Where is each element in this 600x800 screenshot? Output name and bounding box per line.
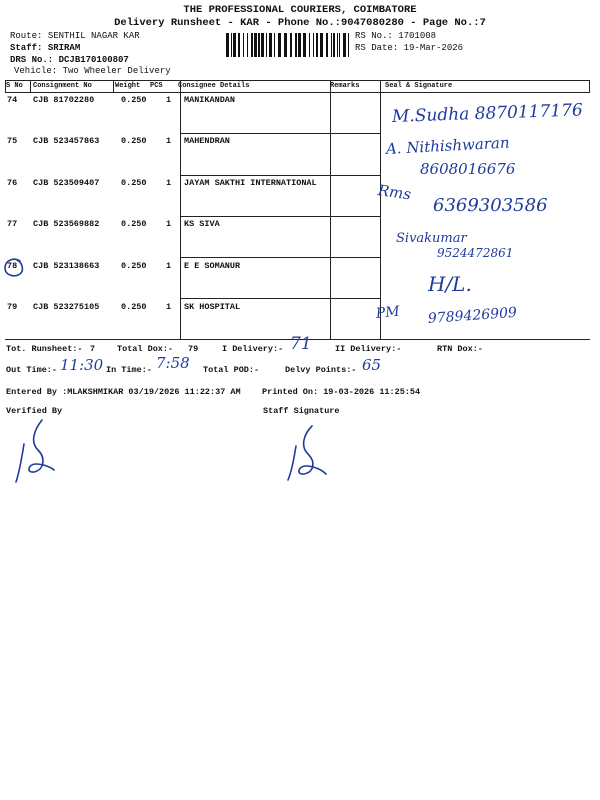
cell-sno: 74: [7, 95, 18, 105]
barcode-bar: [313, 33, 314, 57]
column-rule-consignee: [180, 80, 181, 339]
cell-pcs: 1: [166, 136, 172, 146]
cell-pcs: 1: [166, 219, 172, 229]
handwritten-mark: H/L.: [428, 272, 472, 296]
out-time-label: Out Time:-: [6, 365, 58, 375]
cell-consignment: CJB 81702280: [33, 95, 95, 105]
cell-sno: 77: [7, 219, 18, 229]
barcode-bar: [298, 33, 301, 57]
barcode-bar: [254, 33, 257, 57]
cell-pcs: 1: [166, 261, 172, 271]
barcode-bar: [269, 33, 272, 57]
handwritten-signature: Sivakumar: [396, 231, 467, 246]
delvy-points-label: Delvy Points:-: [285, 365, 357, 375]
barcode-bar: [226, 33, 229, 57]
row-rule: [180, 298, 380, 299]
col-header-weight: Weight: [115, 82, 141, 90]
staff-label: Staff:: [10, 43, 43, 53]
verified-by-label: Verified By: [6, 406, 63, 416]
barcode-bar: [243, 33, 244, 57]
cell-weight: 0.250: [121, 136, 147, 146]
out-time-value: 11:30: [60, 356, 104, 374]
cell-weight: 0.250: [121, 178, 147, 188]
barcode-bar: [258, 33, 260, 57]
tot-runsheet-value: 7: [90, 344, 96, 354]
handwritten-phone: 9524472861: [437, 246, 514, 260]
handwritten-signature: PM: [375, 303, 401, 322]
cell-weight: 0.250: [121, 302, 147, 312]
barcode-bar: [231, 33, 232, 57]
rtn-dox-label: RTN Dox:-: [437, 344, 483, 354]
cell-consignment: CJB 523569882: [33, 219, 100, 229]
total-pod-label: Total POD:-: [203, 365, 260, 375]
staff-value: SRIRAM: [47, 43, 81, 53]
handwritten-signature: M.Sudha 8870117176: [391, 100, 584, 127]
barcode-bar: [266, 33, 267, 57]
cell-consignee: SK HOSPITAL: [184, 302, 241, 312]
ii-delivery-label: II Delivery:-: [335, 344, 402, 354]
rs-no-value: 1701008: [398, 31, 437, 41]
drs-line: [10, 56, 129, 65]
tot-runsheet-label: Tot. Runsheet:-: [6, 344, 83, 354]
barcode-bar: [284, 33, 287, 57]
handwritten-phone: 8608016676: [420, 160, 516, 178]
in-time-value: 7:58: [156, 354, 190, 372]
handwritten-signature: Rms: [376, 181, 413, 204]
entered-by: Entered By :MLAKSHMIKAR 03/19/2026 11:22:37 AM: [6, 387, 241, 397]
i-delivery-value: 71: [290, 334, 312, 354]
cell-sno: 78: [7, 261, 18, 271]
barcode-bar: [295, 33, 297, 57]
drs-value: DCJB170100807: [58, 55, 129, 65]
barcode-bar: [290, 33, 292, 57]
barcode-bar: [320, 33, 323, 57]
total-dox-label: Total Dox:-: [117, 344, 174, 354]
rs-date-label: RS Date:: [355, 43, 399, 53]
rs-date-value: 19-Mar-2026: [403, 43, 464, 53]
printed-on: Printed On: 19-03-2026 11:25:54: [262, 387, 421, 397]
cell-weight: 0.250: [121, 261, 147, 271]
route-label: Route:: [10, 31, 43, 41]
cell-pcs: 1: [166, 302, 172, 312]
route-line: [10, 32, 140, 41]
col-header-pcs: PCS: [150, 82, 163, 90]
barcode-bar: [316, 33, 318, 57]
col-header-remarks: Remarks: [330, 82, 360, 90]
col-header-consignment: Consignment No: [33, 82, 92, 90]
col-header-sno: S No: [6, 82, 23, 90]
barcode-bar: [274, 33, 275, 57]
col-header-seal: Seal & Signature: [385, 82, 453, 90]
staff-signature-label: Staff Signature: [263, 406, 340, 416]
table-header-bottom-rule: [5, 92, 590, 93]
column-rule-seal: [380, 80, 381, 339]
i-delivery-label: I Delivery:-: [222, 344, 284, 354]
cell-consignee: KS SIVA: [184, 219, 220, 229]
barcode-bar: [331, 33, 332, 57]
cell-pcs: 1: [166, 95, 172, 105]
route-value: SENTHIL NAGAR KAR: [47, 31, 140, 41]
runsheet-subtitle: Delivery Runsheet - KAR - Phone No.:9047080280 - Page No.:7: [114, 17, 486, 29]
verified-by-signature: [8, 416, 68, 488]
cell-weight: 0.250: [121, 219, 147, 229]
header-divider: [589, 80, 590, 92]
rs-no-label: RS No.:: [355, 31, 393, 41]
cell-sno: 76: [7, 178, 18, 188]
barcode-bar: [247, 33, 248, 57]
barcode-bar: [339, 33, 340, 57]
barcode-bar: [343, 33, 346, 57]
company-title: THE PROFESSIONAL COURIERS, COIMBATORE: [183, 4, 417, 16]
hand-drawn-circle: [2, 256, 26, 280]
cell-consignment: CJB 523509407: [33, 178, 100, 188]
barcode-bar: [348, 33, 349, 57]
cell-sno: 75: [7, 136, 18, 146]
header-divider: [113, 80, 114, 92]
cell-consignment: CJB 523138663: [33, 261, 100, 271]
barcode: [226, 33, 349, 57]
in-time-label: In Time:-: [106, 365, 152, 375]
column-rule-remarks: [330, 80, 331, 339]
barcode-bar: [238, 33, 240, 57]
barcode-bar: [278, 33, 281, 57]
vehicle-value: Two Wheeler Delivery: [62, 66, 171, 76]
cell-consignee: MAHENDRAN: [184, 136, 230, 146]
handwritten-phone: 9789426909: [427, 304, 518, 327]
vehicle-line: [14, 67, 171, 76]
cell-consignee: JAYAM SAKTHI INTERNATIONAL: [184, 178, 317, 188]
barcode-bar: [309, 33, 310, 57]
cell-consignee: MANIKANDAN: [184, 95, 236, 105]
rs-date-line: [355, 44, 463, 53]
row-rule: [180, 257, 380, 258]
cell-consignment: CJB 523457863: [33, 136, 100, 146]
header-divider: [30, 80, 31, 92]
total-dox-value: 79: [188, 344, 199, 354]
barcode-bar: [326, 33, 328, 57]
barcode-bar: [333, 33, 335, 57]
cell-consignment: CJB 523275105: [33, 302, 100, 312]
table-header-top-rule: [5, 80, 590, 81]
cell-consignee: E E SOMANUR: [184, 261, 241, 271]
col-header-consignee: Consignee Details: [178, 82, 250, 90]
rs-no-line: [355, 32, 436, 41]
vehicle-label: Vehicle:: [14, 66, 58, 76]
cell-sno: 79: [7, 302, 18, 312]
barcode-bar: [233, 33, 236, 57]
barcode-bar: [251, 33, 253, 57]
row-rule: [180, 216, 380, 217]
staff-signature: [282, 422, 342, 490]
barcode-bar: [261, 33, 264, 57]
barcode-bar: [303, 33, 306, 57]
delvy-points-value: 65: [362, 356, 382, 374]
row-rule: [180, 175, 380, 176]
cell-pcs: 1: [166, 178, 172, 188]
barcode-bar: [337, 33, 338, 57]
row-rule: [180, 133, 380, 134]
drs-label: DRS No.:: [10, 55, 54, 65]
handwritten-phone: 6369303586: [433, 195, 548, 216]
cell-weight: 0.250: [121, 95, 147, 105]
handwritten-signature: A. Nithishwaran: [385, 133, 510, 158]
staff-line: [10, 44, 80, 53]
